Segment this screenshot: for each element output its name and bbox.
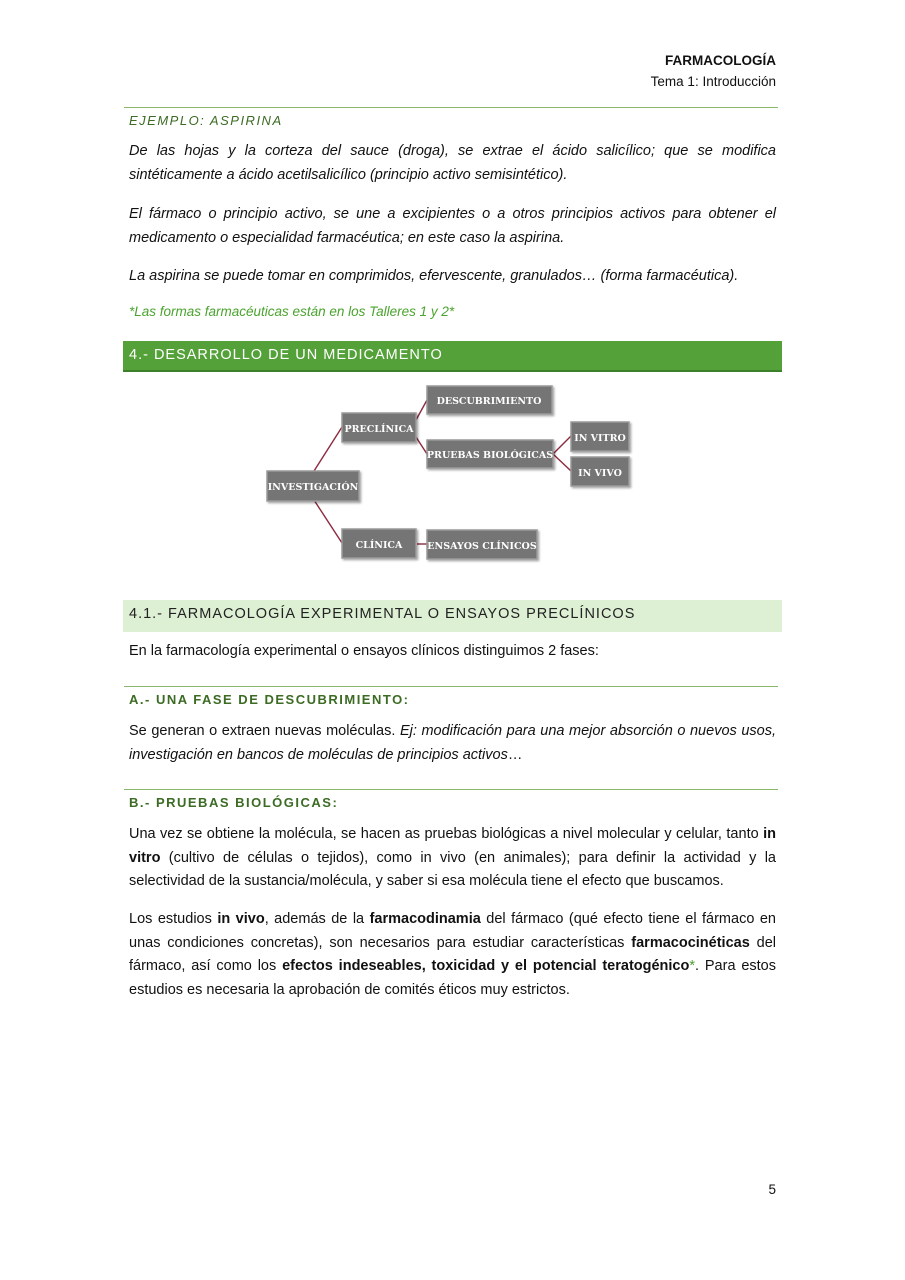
subsection-a-paragraph bbox=[129, 720, 776, 767]
b2-bold-farmacodinamia: farmacodinamia bbox=[369, 911, 481, 927]
b2-green-star: * bbox=[689, 958, 696, 974]
example-paragraph-1: De las hojas y la corteza del sauce (droga), se extrae el ácido salicílico; que se modifica sintéticamente a ácido acetilsalicílico (principio activo semisintético). bbox=[129, 143, 776, 183]
node-pruebas-biologicas-label: PRUEBAS BIOLÓGICAS bbox=[426, 450, 554, 461]
node-ensayos-clinicos bbox=[427, 530, 537, 559]
node-clinica bbox=[342, 529, 416, 558]
b1-text-2: (cultivo de células o tejidos), como in vivo (en animales); para definir la actividad y la selectividad de la sustancia/molécula, y saber si esa molécula tiene el efecto que buscamos. bbox=[129, 849, 776, 889]
b2-text-3: del fármaco (qué efecto tiene el fármaco en unas condiciones concretas), son necesarios para estudiar características bbox=[129, 911, 776, 951]
subsection-b-rule bbox=[124, 789, 778, 790]
node-ensayos-clinicos-label: ENSAYOS CLÍNICOS bbox=[427, 541, 537, 552]
node-descubrimiento-label: DESCUBRIMIENTO bbox=[436, 396, 542, 407]
node-preclinica bbox=[342, 413, 416, 442]
example-paragraph-2: El fármaco o principio activo, se une a excipientes o a otros principios activos para obtener el medicamento o especialidad farmacéutica; en este caso la aspirina. bbox=[129, 206, 776, 246]
a-text-italic: Ej: modificación para una mejor absorción o nuevos usos, investigación en bancos de moléculas de principios activos bbox=[129, 723, 776, 763]
section-4-1-title: 4.1.- FARMACOLOGÍA EXPERIMENTAL O ENSAYOS PRECLÍNICOS bbox=[129, 606, 636, 622]
subsection-b-paragraph-1 bbox=[129, 823, 776, 894]
b2-text-2: , además de la bbox=[264, 911, 370, 927]
b2-bold-farmacocineticas: farmacocinéticas bbox=[631, 934, 750, 951]
b1-bold-in-vitro: in vitro bbox=[129, 826, 776, 866]
page-number: 5 bbox=[768, 1182, 776, 1197]
subsection-a-label: A.- UNA FASE DE DESCUBRIMIENTO: bbox=[129, 692, 410, 707]
header-title: FARMACOLOGÍA bbox=[665, 53, 776, 68]
section-4-title: 4.- DESARROLLO DE UN MEDICAMENTO bbox=[129, 347, 443, 363]
node-in-vitro-label: IN VITRO bbox=[574, 433, 626, 444]
node-in-vivo-label: IN VIVO bbox=[578, 468, 622, 479]
header-subtitle: Tema 1: Introducción bbox=[650, 74, 776, 89]
b2-text-5: . Para estos estudios es necesaria la aprobación de comités éticos muy estrictos. bbox=[129, 958, 776, 998]
node-clinica-label: CLÍNICA bbox=[355, 540, 403, 551]
example-paragraph-3: La aspirina se puede tomar en comprimidos, efervescente, granulados… (forma farmacéutica). bbox=[129, 268, 739, 284]
b2-text-4: del fármaco, así como los bbox=[129, 934, 776, 974]
node-in-vivo bbox=[571, 457, 629, 486]
subsection-b-paragraph-2 bbox=[129, 908, 776, 1002]
node-descubrimiento bbox=[427, 386, 552, 414]
a-text-normal: Se generan o extraen nuevas moléculas. bbox=[129, 723, 400, 739]
b2-bold-efectos: efectos indeseables, toxicidad y el potencial teratogénico bbox=[282, 958, 690, 974]
example-label: EJEMPLO: ASPIRINA bbox=[129, 113, 283, 128]
node-investigacion bbox=[267, 471, 359, 501]
node-pruebas-biologicas bbox=[427, 440, 553, 468]
subsection-b-label: B.- PRUEBAS BIOLÓGICAS: bbox=[129, 795, 339, 810]
b2-text-1: Los estudios bbox=[129, 911, 218, 927]
node-preclinica-label: PRECLÍNICA bbox=[344, 424, 414, 435]
section-4-1-heading bbox=[123, 600, 782, 632]
node-investigacion-label: INVESTIGACIÓN bbox=[267, 482, 359, 493]
example-note: *Las formas farmacéuticas están en los Talleres 1 y 2* bbox=[129, 304, 455, 319]
node-in-vitro bbox=[571, 422, 629, 451]
b1-text-1: Una vez se obtiene la molécula, se hacen as pruebas biológicas a nivel molecular y celular, tanto bbox=[129, 826, 764, 842]
development-diagram bbox=[0, 0, 905, 600]
b2-bold-in-vivo: in vivo bbox=[217, 911, 265, 927]
a-text-end: … bbox=[507, 746, 523, 763]
section-4-1-intro: En la farmacología experimental o ensayos clínicos distinguimos 2 fases: bbox=[129, 643, 599, 659]
subsection-a-rule bbox=[124, 686, 778, 687]
